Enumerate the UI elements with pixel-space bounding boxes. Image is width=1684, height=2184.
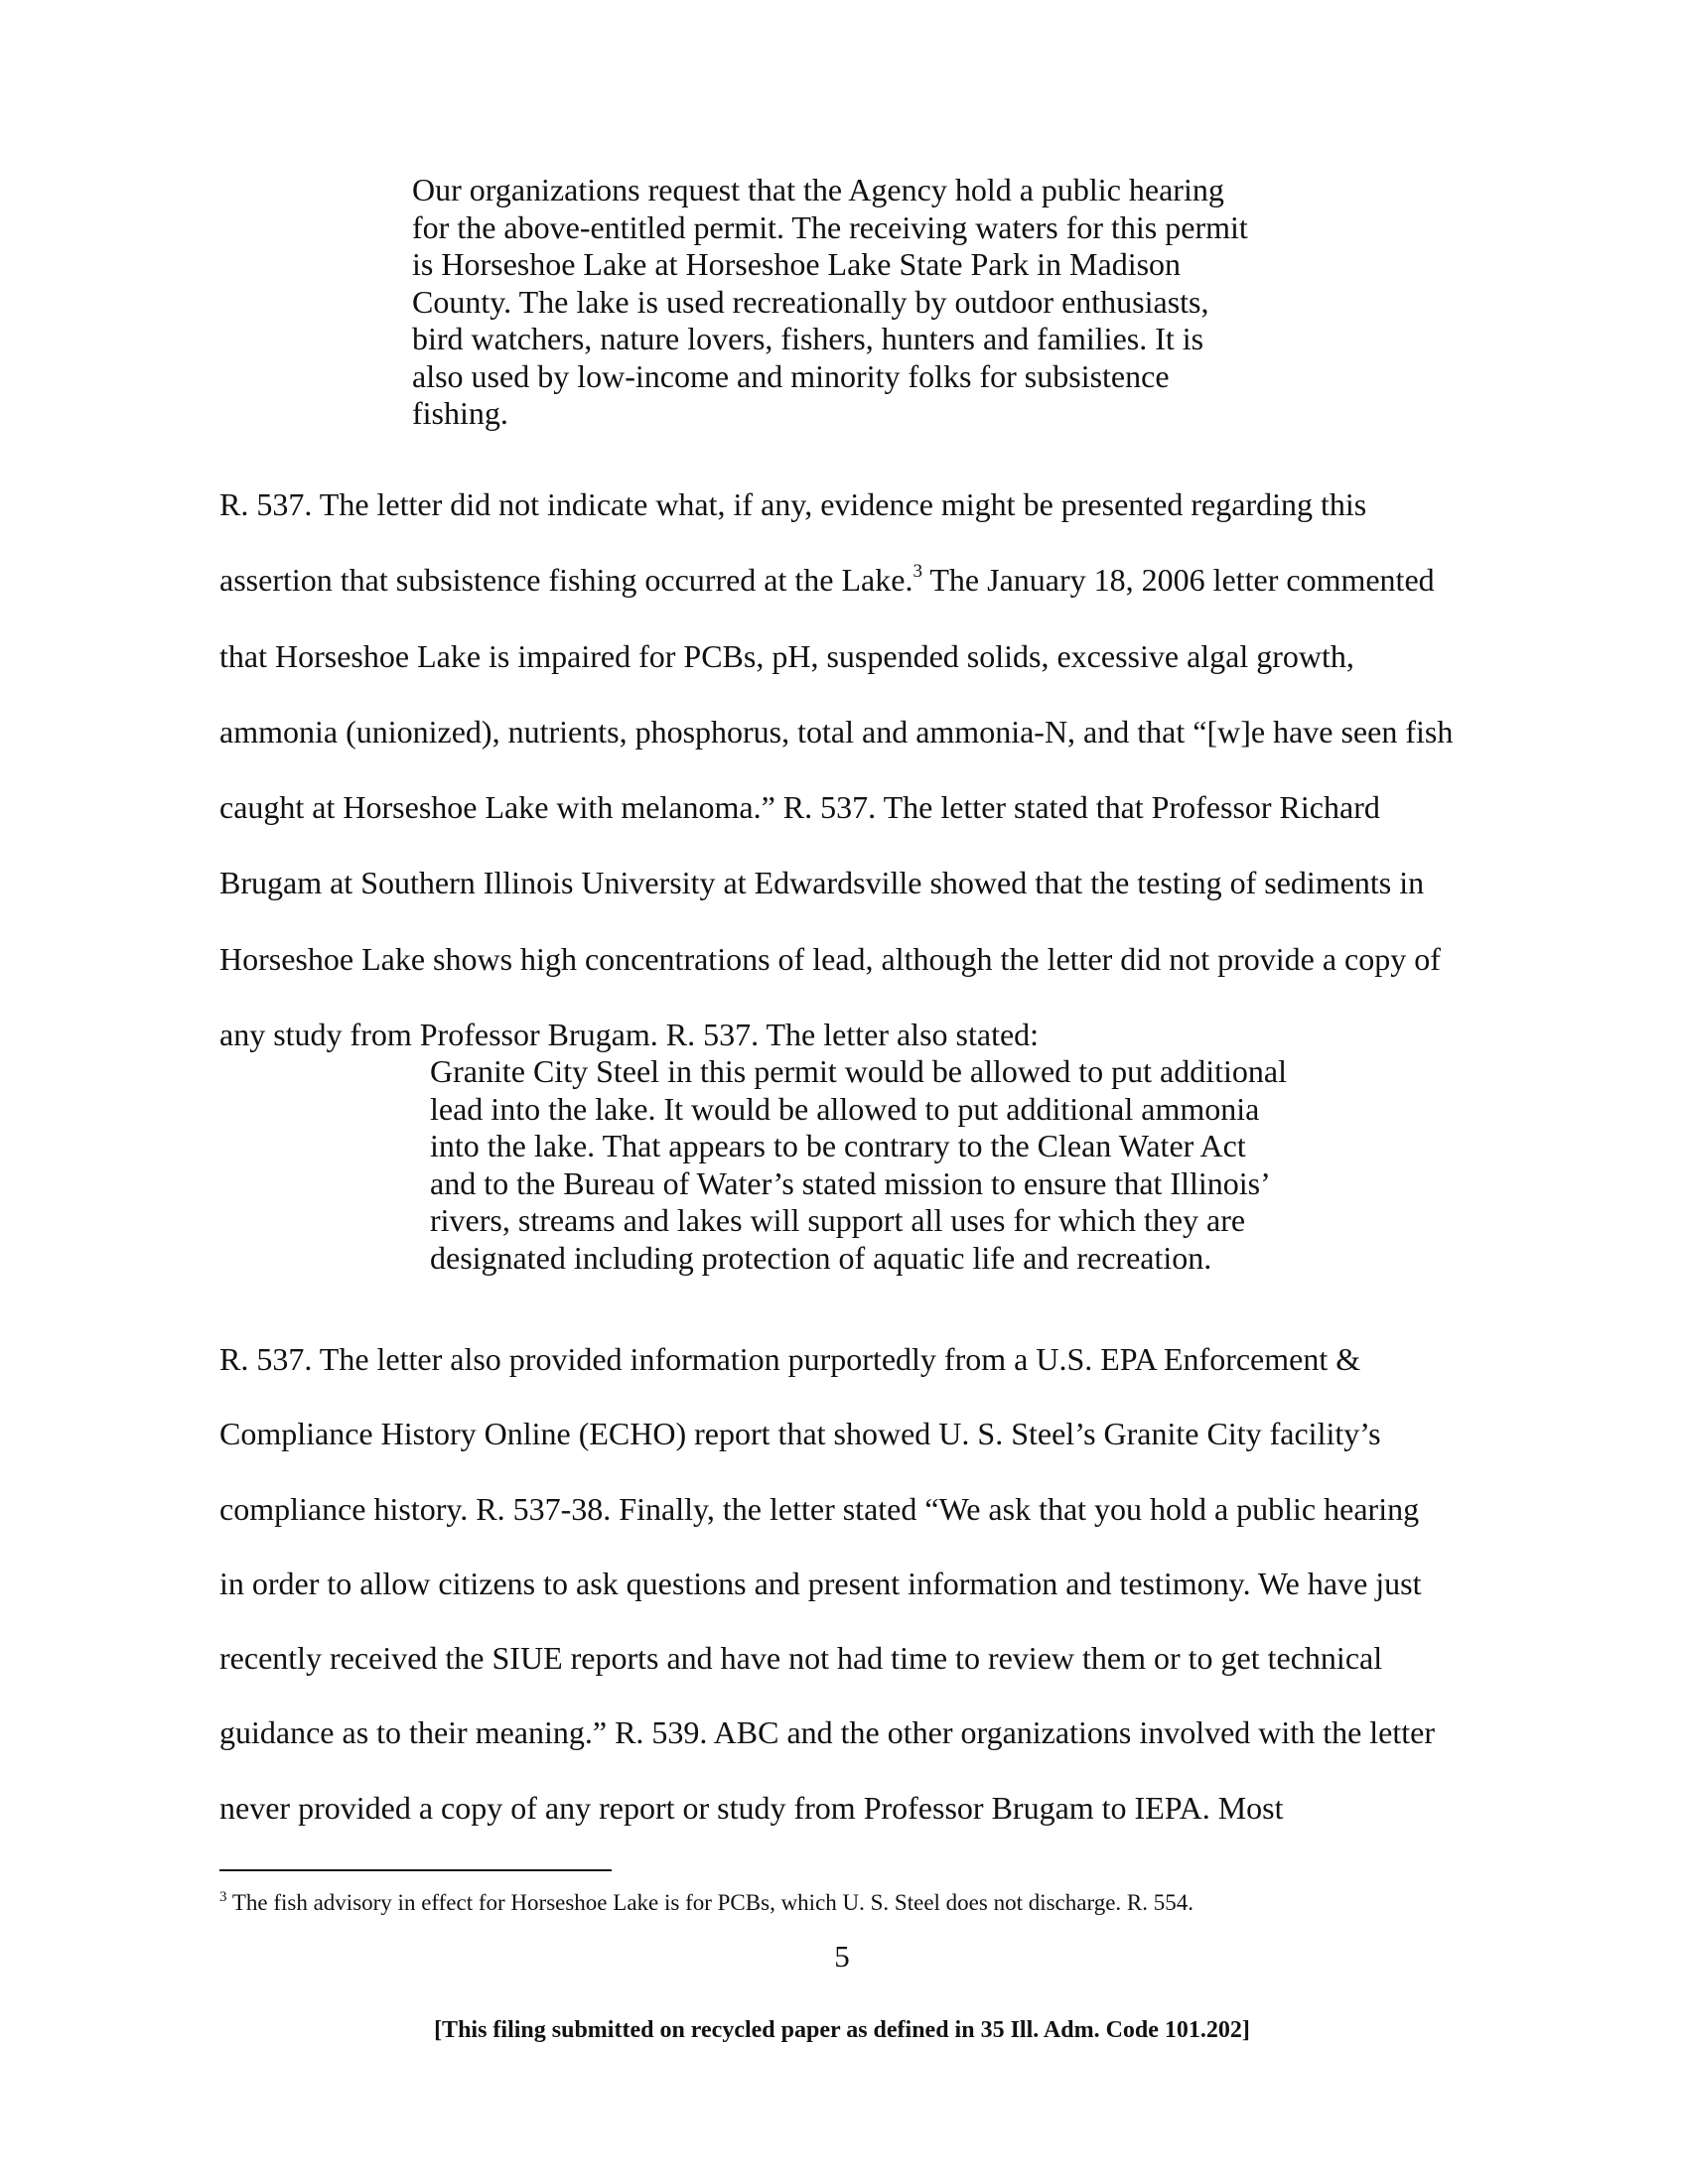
quote-line: lead into the lake. It would be allowed to put additional ammonia <box>430 1090 1260 1127</box>
quote-line: Our organizations request that the Agency hold a public hearing <box>412 172 1224 207</box>
body-line: recently received the SIUE reports and have not had time to review them or to get technical <box>219 1640 1383 1677</box>
body-line: any study from Professor Brugam. R. 537. The letter also stated: <box>219 1017 1040 1053</box>
footnote-divider <box>219 1869 612 1871</box>
body-line: Brugam at Southern Illinois University at Edwardsville showed that the testing of sediments in <box>219 865 1425 901</box>
block-quote-hearing-request <box>412 172 1306 433</box>
page-number: 5 <box>834 1939 850 1974</box>
quote-line: and to the Bureau of Water’s stated mission to ensure that Illinois’ <box>430 1164 1271 1201</box>
quote-line: into the lake. That appears to be contrary to the Clean Water Act <box>430 1128 1246 1163</box>
body-line: ammonia (unionized), nutrients, phosphorus, total and ammonia-N, and that “[w]e have seen fish <box>219 713 1454 750</box>
quote-line: designated including protection of aquatic life and recreation. <box>430 1239 1212 1276</box>
body-paragraph-1 <box>219 467 1453 1072</box>
body-line: R. 537. The letter did not indicate what, if any, evidence might be presented regarding this <box>219 486 1367 522</box>
body-line: never provided a copy of any report or study from Professor Brugam to IEPA. Most <box>219 1789 1284 1826</box>
quote-line: is Horseshoe Lake at Horseshoe Lake State Park in Madison <box>412 246 1182 282</box>
body-line <box>219 542 1453 617</box>
body-line: guidance as to their meaning.” R. 539. ABC and the other organizations involved with the letter <box>219 1714 1436 1751</box>
body-line: that Horseshoe Lake is impaired for PCBs, pH, suspended solids, excessive algal growth, <box>219 637 1354 674</box>
footnote-mark: 3 <box>219 1889 227 1905</box>
body-line: Horseshoe Lake shows high concentrations of lead, although the letter did not provide a copy of <box>219 940 1441 977</box>
footnote-reference: 3 <box>912 561 922 583</box>
body-line: in order to allow citizens to ask questions and present information and testimony. We have just <box>219 1565 1422 1601</box>
block-quote-granite-city-steel <box>430 1053 1324 1277</box>
footnote-text: The fish advisory in effect for Horseshoe Lake is for PCBs, which U. S. Steel does not discharge. R. 554. <box>226 1890 1194 1915</box>
filing-note: [This filing submitted on recycled paper as defined in 35 Ill. Adm. Code 101.202] <box>434 2017 1250 2043</box>
quote-line: rivers, streams and lakes will support all uses for which they are <box>430 1202 1246 1238</box>
footnote <box>219 1890 1193 1916</box>
quote-line: fishing. <box>412 395 508 431</box>
quote-line: also used by low-income and minority folks for subsistence <box>412 357 1170 394</box>
body-line: compliance history. R. 537-38. Finally, the letter stated “We ask that you hold a public hearing <box>219 1490 1420 1527</box>
body-line: caught at Horseshoe Lake with melanoma.” R. 537. The letter stated that Professor Richard <box>219 789 1380 826</box>
quote-line: bird watchers, nature lovers, fishers, hunters and families. It is <box>412 321 1204 356</box>
quote-line: for the above-entitled permit. The receiving waters for this permit <box>412 208 1248 245</box>
quote-line: Granite City Steel in this permit would be allowed to put additional <box>430 1053 1287 1089</box>
quote-line: County. The lake is used recreationally by outdoor enthusiasts, <box>412 283 1209 320</box>
body-line: Compliance History Online (ECHO) report that showed U. S. Steel’s Granite City facility’s <box>219 1416 1381 1452</box>
body-paragraph-2 <box>219 1322 1435 1845</box>
body-line: R. 537. The letter also provided information purportedly from a U.S. EPA Enforcement & <box>219 1341 1361 1377</box>
body-text: The January 18, 2006 letter commented <box>921 562 1435 599</box>
body-text: assertion that subsistence fishing occurred at the Lake. <box>219 562 913 599</box>
